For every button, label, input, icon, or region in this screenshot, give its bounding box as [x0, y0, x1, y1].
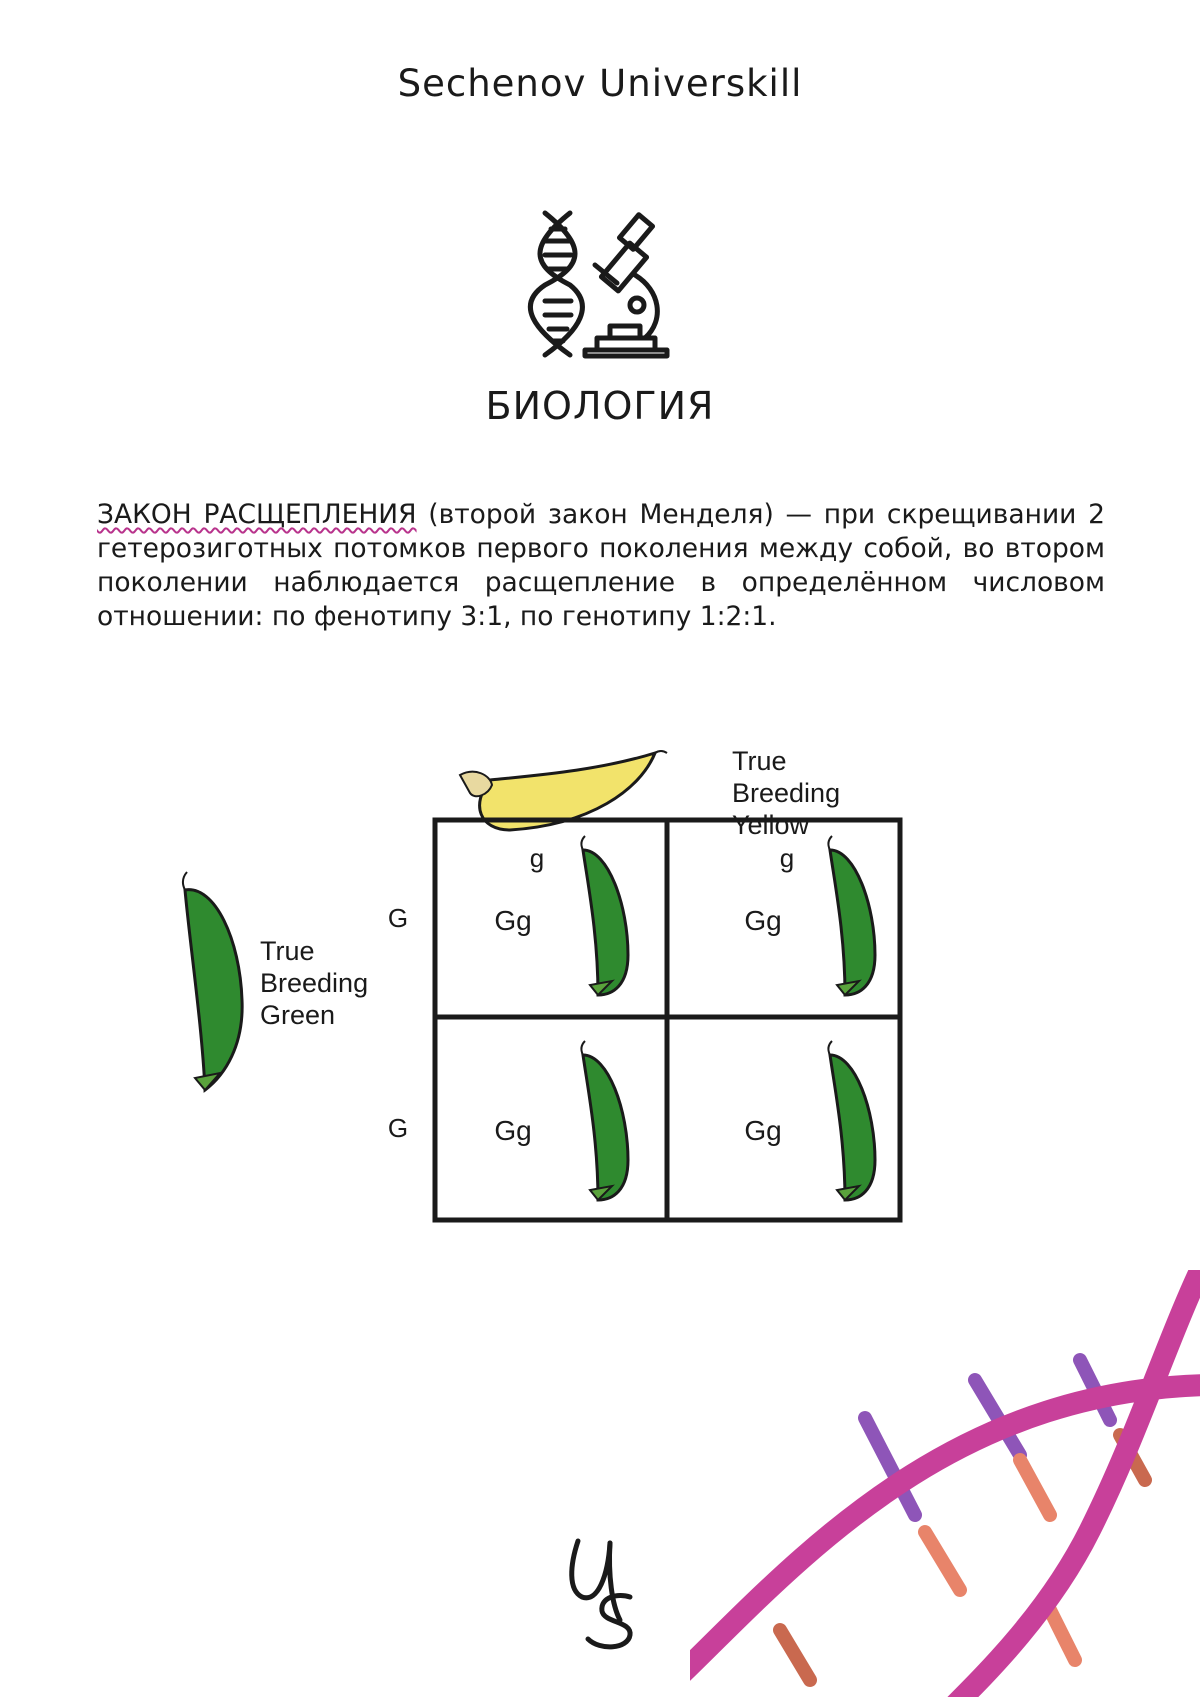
- top-parent-line-3: Yellow: [732, 810, 810, 840]
- definition-text: (второй закон Менделя) — при скрещивании 2 гетерозиготных потомков первого поколения между собой, во втором поколении наблюдается расщепление в определённом числовом отношении: по фенотипу 3:1, по генотипу 1:2:1.: [97, 499, 1105, 632]
- cell-genotype-1: Gg: [494, 905, 532, 936]
- offspring-pea-icon: [581, 836, 628, 995]
- top-parent-line-1: True: [732, 746, 787, 776]
- top-parent-line-2: Breeding: [732, 778, 841, 808]
- green-pea-icon: [183, 872, 242, 1090]
- top-allele-1: g: [529, 843, 545, 873]
- left-parent-line-3: Green: [260, 1000, 336, 1030]
- us-monogram-logo: [560, 1535, 645, 1655]
- offspring-pea-icon: [828, 1041, 875, 1200]
- punnett-square-figure: [170, 745, 1000, 1335]
- left-allele-1: G: [387, 903, 409, 933]
- definition-paragraph: [97, 498, 1105, 634]
- dna-decoration: [690, 1270, 1200, 1697]
- cell-genotype-3: Gg: [494, 1115, 532, 1146]
- brand-title: Sechenov Universkill: [397, 62, 803, 105]
- left-parent-line-1: True: [260, 936, 315, 966]
- left-allele-2: G: [387, 1113, 409, 1143]
- dna-microscope-icon: [525, 205, 675, 360]
- cell-genotype-2: Gg: [744, 905, 782, 936]
- offspring-pea-icon: [828, 836, 875, 995]
- offspring-pea-icon: [581, 1041, 628, 1200]
- cell-genotype-4: Gg: [744, 1115, 782, 1146]
- law-term: ЗАКОН РАСЩЕПЛЕНИЯ: [97, 499, 417, 530]
- left-parent-line-2: Breeding: [260, 968, 369, 998]
- top-allele-2: g: [779, 843, 795, 873]
- subject-title: БИОЛОГИЯ: [485, 384, 715, 428]
- punnett-grid: [435, 820, 900, 1220]
